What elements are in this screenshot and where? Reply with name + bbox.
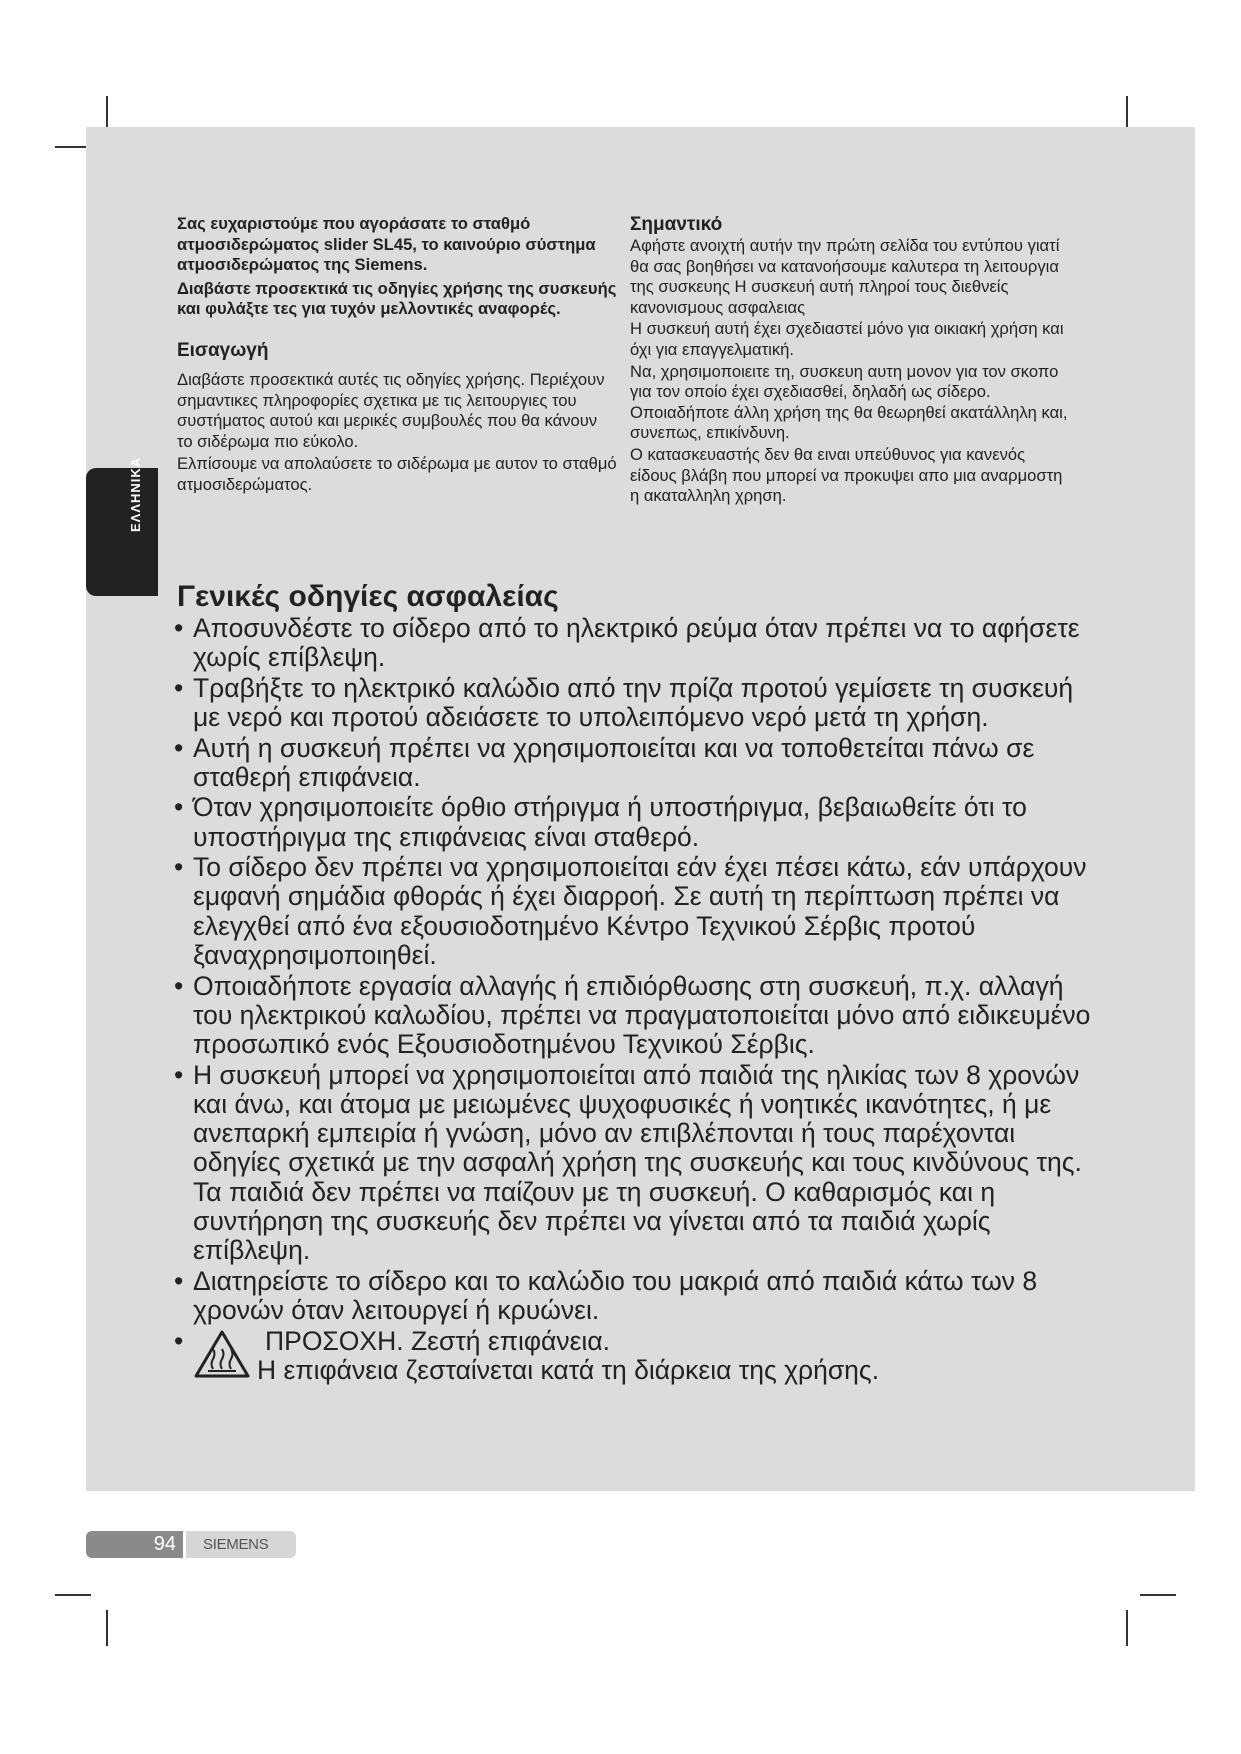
hot-surface-warning-icon [193,1329,251,1379]
safety-item: • Τραβήξτε το ηλεκτρικό καλώδιο από την πρίζα προτού γεμίσετε τη συσκευή με νερό και προτού αδειάσετε το υπολειπόμενο νερό μετά τη χρήση. [174,674,1094,733]
brand-label: SIEMENS [186,1531,296,1558]
safety-item: • Αυτή η συσκευή πρέπει να χρησιμοποιείται και να τοποθετείται πάνω σε σταθερή επιφάνεια. [174,734,1094,793]
safety-item: • Η συσκευή μπορεί να χρησιμοποιείται από παιδιά της ηλικίας των 8 χρονών και άνω, και άτομα με μειωμένες ψυχοφυσικές ή νοητικές ικανότητες, ή με ανεπαρκή εμπειρία ή γνώση, μόνο αν επιβλέπονται ή τους παρέχονται οδηγίες σχετικά με την ασφαλή χρήση της συσκευής και τους κινδύνους της. Τα παιδιά δεν πρέπει να παίζουν με τη συσκευή. Ο καθαρισμός και η συντήρηση της συσκευής δεν πρέπει να γίνεται από τα παιδιά χωρίς επίβλεψη. [174,1061,1094,1266]
crop-mark [55,1594,91,1596]
safety-warning-item [174,1327,1094,1386]
safety-heading: Γενικές οδηγίες ασφαλείας [177,580,559,613]
important-heading: Σημαντικό [630,214,723,235]
intro-thanks: Σας ευχαριστούμε που αγοράσατε το σταθμό ατμοσιδερώματος slider SL45, το καινούριο σύστημα ατμοσιδερώματος της Siemens. [177,214,596,275]
intro-paragraph: Ελπίσουμε να απολαύσετε το σιδέρωμα με αυτον το σταθμό ατμοσιδερώματος. [177,454,617,494]
intro-paragraph: Διαβάστε προσεκτικά αυτές τις οδηγίες χρήσης. Περιέχουν σημαντικες πληροφορίες σχετικα με τις λειτουργιες του συστήματος αυτού και μερικές συμβουλές που θα κάνουν το σιδέρωμα πιο εύκολο. [177,369,605,451]
page-number: 94 [153,1533,176,1555]
crop-mark [1126,1610,1128,1646]
crop-mark [106,1610,108,1646]
intro-read-instructions: Διαβάστε προσεκτικά τις οδηγίες χρήσης της συσκευής και φυλάξτε τες για τυχόν μελλοντικές αναφορές. [177,278,617,319]
important-paragraph: Η συσκευή αυτή έχει σχεδιαστεί μόνο για οικιακή χρήση και όχι για επαγγελματική. [630,319,1064,359]
intro-heading: Εισαγωγή [177,339,269,361]
safety-item: • Το σίδερο δεν πρέπει να χρησιμοποιείται εάν έχει πέσει κάτω, εάν υπάρχουν εμφανή σημάδια φθοράς ή έχει διαρροή. Σε αυτή τη περίπτωση πρέπει να ελεγχθεί από ένα εξουσιοδοτημένο Κέντρο Τεχνικού Σέρβις προτού ξαναχρησιμοποιηθεί. [174,853,1094,970]
safety-item: • Όταν χρησιμοποιείτε όρθιο στήριγμα ή υποστήριγμα, βεβαιωθείτε ότι το υποστήριγμα της επιφάνειας είναι σταθερό. [174,793,1094,852]
important-paragraph: Αφήστε ανοιχτή αυτήν την πρώτη σελίδα του εντύπου γιατί θα σας βοηθήσει να κατανοήσουμε καλυτερα τη λειτουργια της συσκευης Η συσκευή αυτή πληροί τους διεθνείς κανονισμους ασφαλειας [630,236,1060,317]
language-tab [86,468,158,596]
safety-item: • Οποιαδήποτε εργασία αλλαγής ή επιδιόρθωσης στη συσκευή, π.χ. αλλαγή του ηλεκτρικού καλωδίου, πρέπει να πραγματοποιείται μόνο από ειδικευμένο προσωπικό ενός Εξουσιοδοτημένου Τεχνικού Σέρβις. [174,972,1094,1060]
important-column [630,214,1070,507]
safety-item: • Διατηρείστε το σίδερο και το καλώδιο του μακριά από παιδιά κάτω των 8 χρονών όταν λειτουργεί ή κρυώνει. [174,1267,1094,1326]
important-paragraph: Να, χρησιμοποιειτε τη, συσκευη αυτη μονον για τον σκοπο για τον οποίο έχει σχεδιασθεί, δηλαδή ως σίδερο. Οποιαδήποτε άλλη χρήση της θα θεωρηθεί ακατάλληλη και, συνεπως, επικίνδυνη. [630,361,1068,443]
intro-column [177,214,617,496]
crop-mark [1140,1594,1176,1596]
language-tab-label: ΕΛΛΗΝΙΚΑ [128,456,143,532]
safety-list [174,614,1094,1386]
safety-item: • Αποσυνδέστε το σίδερο από το ηλεκτρικό ρεύμα όταν πρέπει να το αφήσετε χωρίς επίβλεψη. [174,614,1094,673]
warning-title: • ΠΡΟΣΟΧΗ. Ζεστή επιφάνεια. [265,1325,611,1356]
important-paragraph: Ο κατασκευαστής δεν θα ειναι υπεύθυνος για κανενός είδους βλάβη που μπορεί να προκυψει απο μια αναρμοστη η ακαταλληλη χρηση. [630,444,1063,506]
warning-detail: Η επιφάνεια ζεσταίνεται κατά τη διάρκεια της χρήσης. [257,1354,880,1385]
